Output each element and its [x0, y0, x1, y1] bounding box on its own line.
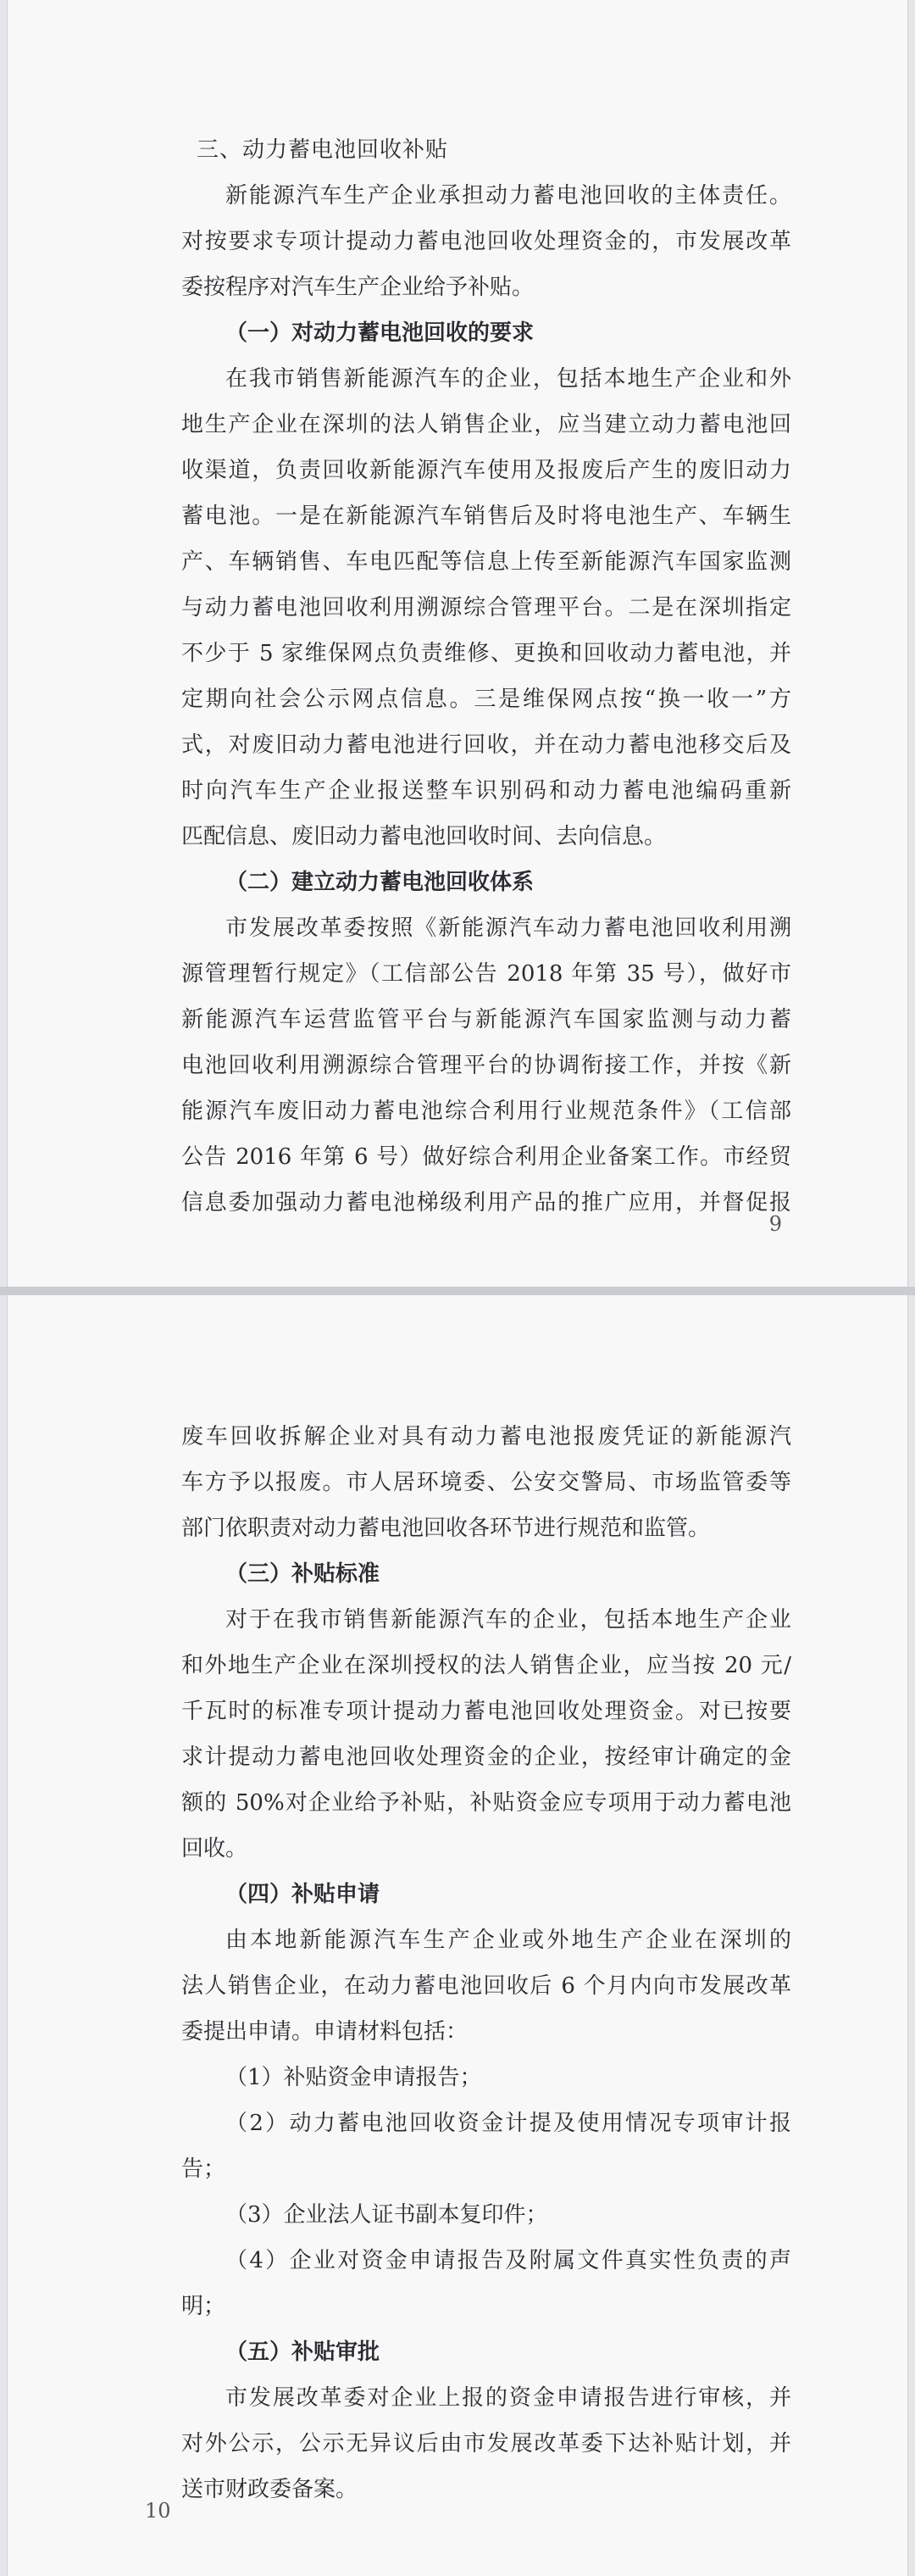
text-line: 求计提动力蓄电池回收处理资金的企业，按经审计确定的金 [181, 1744, 791, 1770]
text-line: 源管理暂行规定》（工信部公告 2018 年第 35 号），做好市 [181, 961, 791, 987]
text-line: 对外公示，公示无异议后由市发展改革委下达补贴计划，并 [181, 2431, 791, 2456]
text-line: 时向汽车生产企业报送整车识别码和动力蓄电池编码重新 [181, 778, 791, 804]
text-line: （3）企业法人证书副本复印件； [225, 2202, 548, 2228]
text-line: 式，对废旧动力蓄电池进行回收，并在动力蓄电池移交后及 [181, 732, 791, 758]
section-heading: （二）建立动力蓄电池回收体系 [225, 870, 535, 895]
text-line: 部门依职责对动力蓄电池回收各环节进行规范和监管。 [181, 1516, 711, 1541]
text-line: （2）动力蓄电池回收资金计提及使用情况专项审计报 [225, 2111, 791, 2136]
text-line: 对按要求专项计提动力蓄电池回收处理资金的，市发展改革 [181, 229, 791, 254]
page-body-text [181, 1414, 791, 2512]
text-line: 市发展改革委对企业上报的资金申请报告进行审核，并 [225, 2385, 791, 2411]
text-line: 新能源汽车生产企业承担动力蓄电池回收的主体责任。 [225, 183, 791, 209]
text-line: 和外地生产企业在深圳授权的法人销售企业，应当按 20 元/ [181, 1653, 791, 1678]
text-line: 告； [181, 2156, 226, 2182]
text-line: 地生产企业在深圳的法人销售企业，应当建立动力蓄电池回 [181, 412, 791, 437]
text-line: 能源汽车废旧动力蓄电池综合利用行业规范条件》（工信部 [181, 1099, 791, 1124]
section-heading: （五）补贴审批 [225, 2340, 380, 2365]
page-separator [0, 1287, 915, 1295]
section-heading: （一）对动力蓄电池回收的要求 [225, 320, 535, 346]
text-line: 新能源汽车运营监管平台与新能源汽车国家监测与动力蓄 [181, 1007, 791, 1032]
text-line: 对于在我市销售新能源汽车的企业，包括本地生产企业 [225, 1607, 791, 1633]
text-line: 送市财政委备案。 [181, 2477, 358, 2502]
text-line: （4）企业对资金申请报告及附属文件真实性负责的声 [225, 2248, 791, 2273]
document-page-9 [7, 0, 908, 1287]
text-line: 委按程序对汽车生产企业给予补贴。 [181, 275, 535, 300]
text-line: 法人销售企业，在动力蓄电池回收后 6 个月内向市发展改革 [181, 1973, 791, 1999]
document-page-10 [7, 1295, 908, 2576]
text-line: 回收。 [181, 1836, 248, 1861]
text-line: 市发展改革委按照《新能源汽车动力蓄电池回收利用溯 [225, 915, 791, 941]
text-line: 车方予以报废。市人居环境委、公安交警局、市场监管委等 [181, 1470, 791, 1495]
text-line: 明； [181, 2294, 226, 2319]
section-heading: 三、动力蓄电池回收补贴 [197, 137, 449, 163]
text-line: 定期向社会公示网点信息。三是维保网点按“换一收一”方 [181, 687, 791, 712]
text-line: 废车回收拆解企业对具有动力蓄电池报废凭证的新能源汽 [181, 1424, 791, 1449]
section-heading: （四）补贴申请 [225, 1882, 380, 1907]
text-line: 不少于 5 家维保网点负责维修、更换和回收动力蓄电池，并 [181, 641, 791, 666]
text-line: 电池回收利用溯源综合管理平台的协调衔接工作，并按《新 [181, 1053, 791, 1078]
text-line: 匹配信息、废旧动力蓄电池回收时间、去向信息。 [181, 824, 667, 849]
text-line: 委提出申请。申请材料包括： [181, 2019, 469, 2045]
text-line: 信息委加强动力蓄电池梯级利用产品的推广应用，并督促报 [181, 1190, 791, 1216]
text-line: （1）补贴资金申请报告； [225, 2065, 482, 2090]
text-line: 由本地新能源汽车生产企业或外地生产企业在深圳的 [225, 1928, 791, 1953]
text-line: 收渠道，负责回收新能源汽车使用及报废后产生的废旧动力 [181, 458, 791, 483]
text-line: 在我市销售新能源汽车的企业，包括本地生产企业和外 [225, 366, 791, 392]
text-line: 蓄电池。一是在新能源汽车销售后及时将电池生产、车辆生 [181, 504, 791, 529]
text-line: 公告 2016 年第 6 号）做好综合利用企业备案工作。市经贸 [181, 1144, 791, 1170]
page-number: 9 [768, 1212, 782, 1236]
text-line: 与动力蓄电池回收利用溯源综合管理平台。二是在深圳指定 [181, 595, 791, 620]
text-line: 额的 50%对企业给予补贴，补贴资金应专项用于动力蓄电池 [181, 1790, 791, 1816]
section-heading: （三）补贴标准 [225, 1561, 380, 1587]
text-line: 千瓦时的标准专项计提动力蓄电池回收处理资金。对已按要 [181, 1699, 791, 1724]
page-number: 10 [145, 2499, 171, 2523]
page-body-text [181, 127, 791, 1226]
text-line: 产、车辆销售、车电匹配等信息上传至新能源汽车国家监测 [181, 549, 791, 575]
